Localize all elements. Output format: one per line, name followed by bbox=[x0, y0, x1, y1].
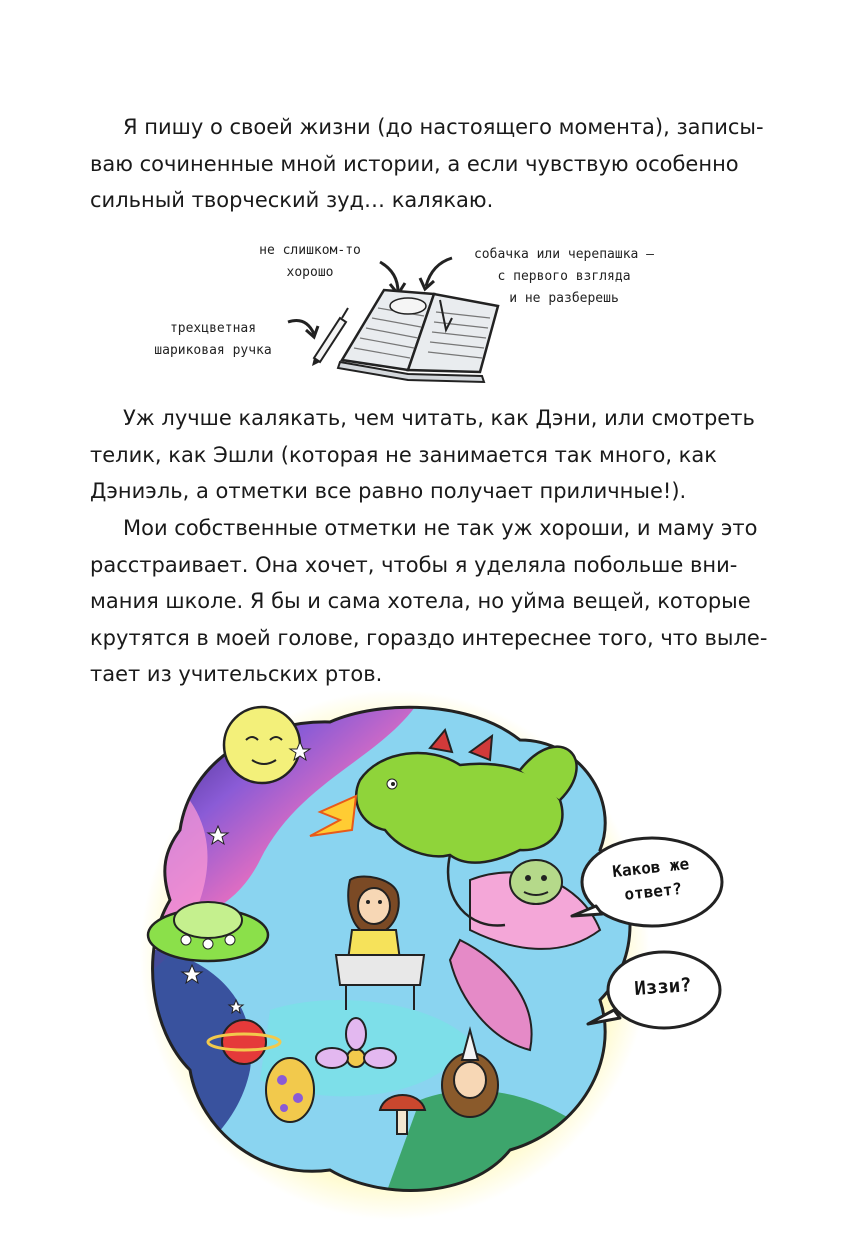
spotted-egg bbox=[266, 1058, 314, 1122]
text-line: Уж лучше калякать, чем читать, как Дэни, или смотреть bbox=[123, 406, 755, 430]
text-line: телик, как Эшли (которая не занимается так много, как bbox=[90, 442, 717, 467]
text-line: тает из учительских ртов. bbox=[90, 662, 383, 686]
text-line: Я пишу о своей жизни (до настоящего момента), записы- bbox=[123, 115, 764, 139]
text-line: сильный творческий зуд… калякаю. bbox=[90, 188, 494, 212]
text-line: ваю сочиненные мной истории, а если чувствую особенно bbox=[90, 151, 739, 176]
speech-bubble-question-text: Каков же ответ? bbox=[611, 854, 691, 904]
goblin bbox=[510, 860, 562, 904]
text-line: Дэниэль, а отметки все равно получает приличные!). bbox=[90, 479, 687, 503]
moon-face bbox=[224, 707, 300, 783]
text-line: расстраивает. Она хочет, чтобы я уделяла побольше вни- bbox=[90, 552, 738, 577]
text-line: крутятся в моей голове, гораздо интереснее того, что выле- bbox=[90, 625, 768, 650]
speech-bubble-name-text: Иззи? bbox=[633, 974, 693, 1000]
annotation-dog-or-turtle: собачка или черепашка — с первого взгляда и не разберешь bbox=[473, 247, 654, 306]
annotation-pen: трехцветная шариковая ручка bbox=[154, 321, 272, 358]
text-line: мания школе. Я бы и сама хотела, но уйма вещей, которые bbox=[90, 589, 751, 613]
text-line: Мои собственные отметки не так уж хороши, и маму это bbox=[123, 516, 758, 540]
annotation-not-great: не слишком-то хорошо bbox=[259, 243, 361, 280]
